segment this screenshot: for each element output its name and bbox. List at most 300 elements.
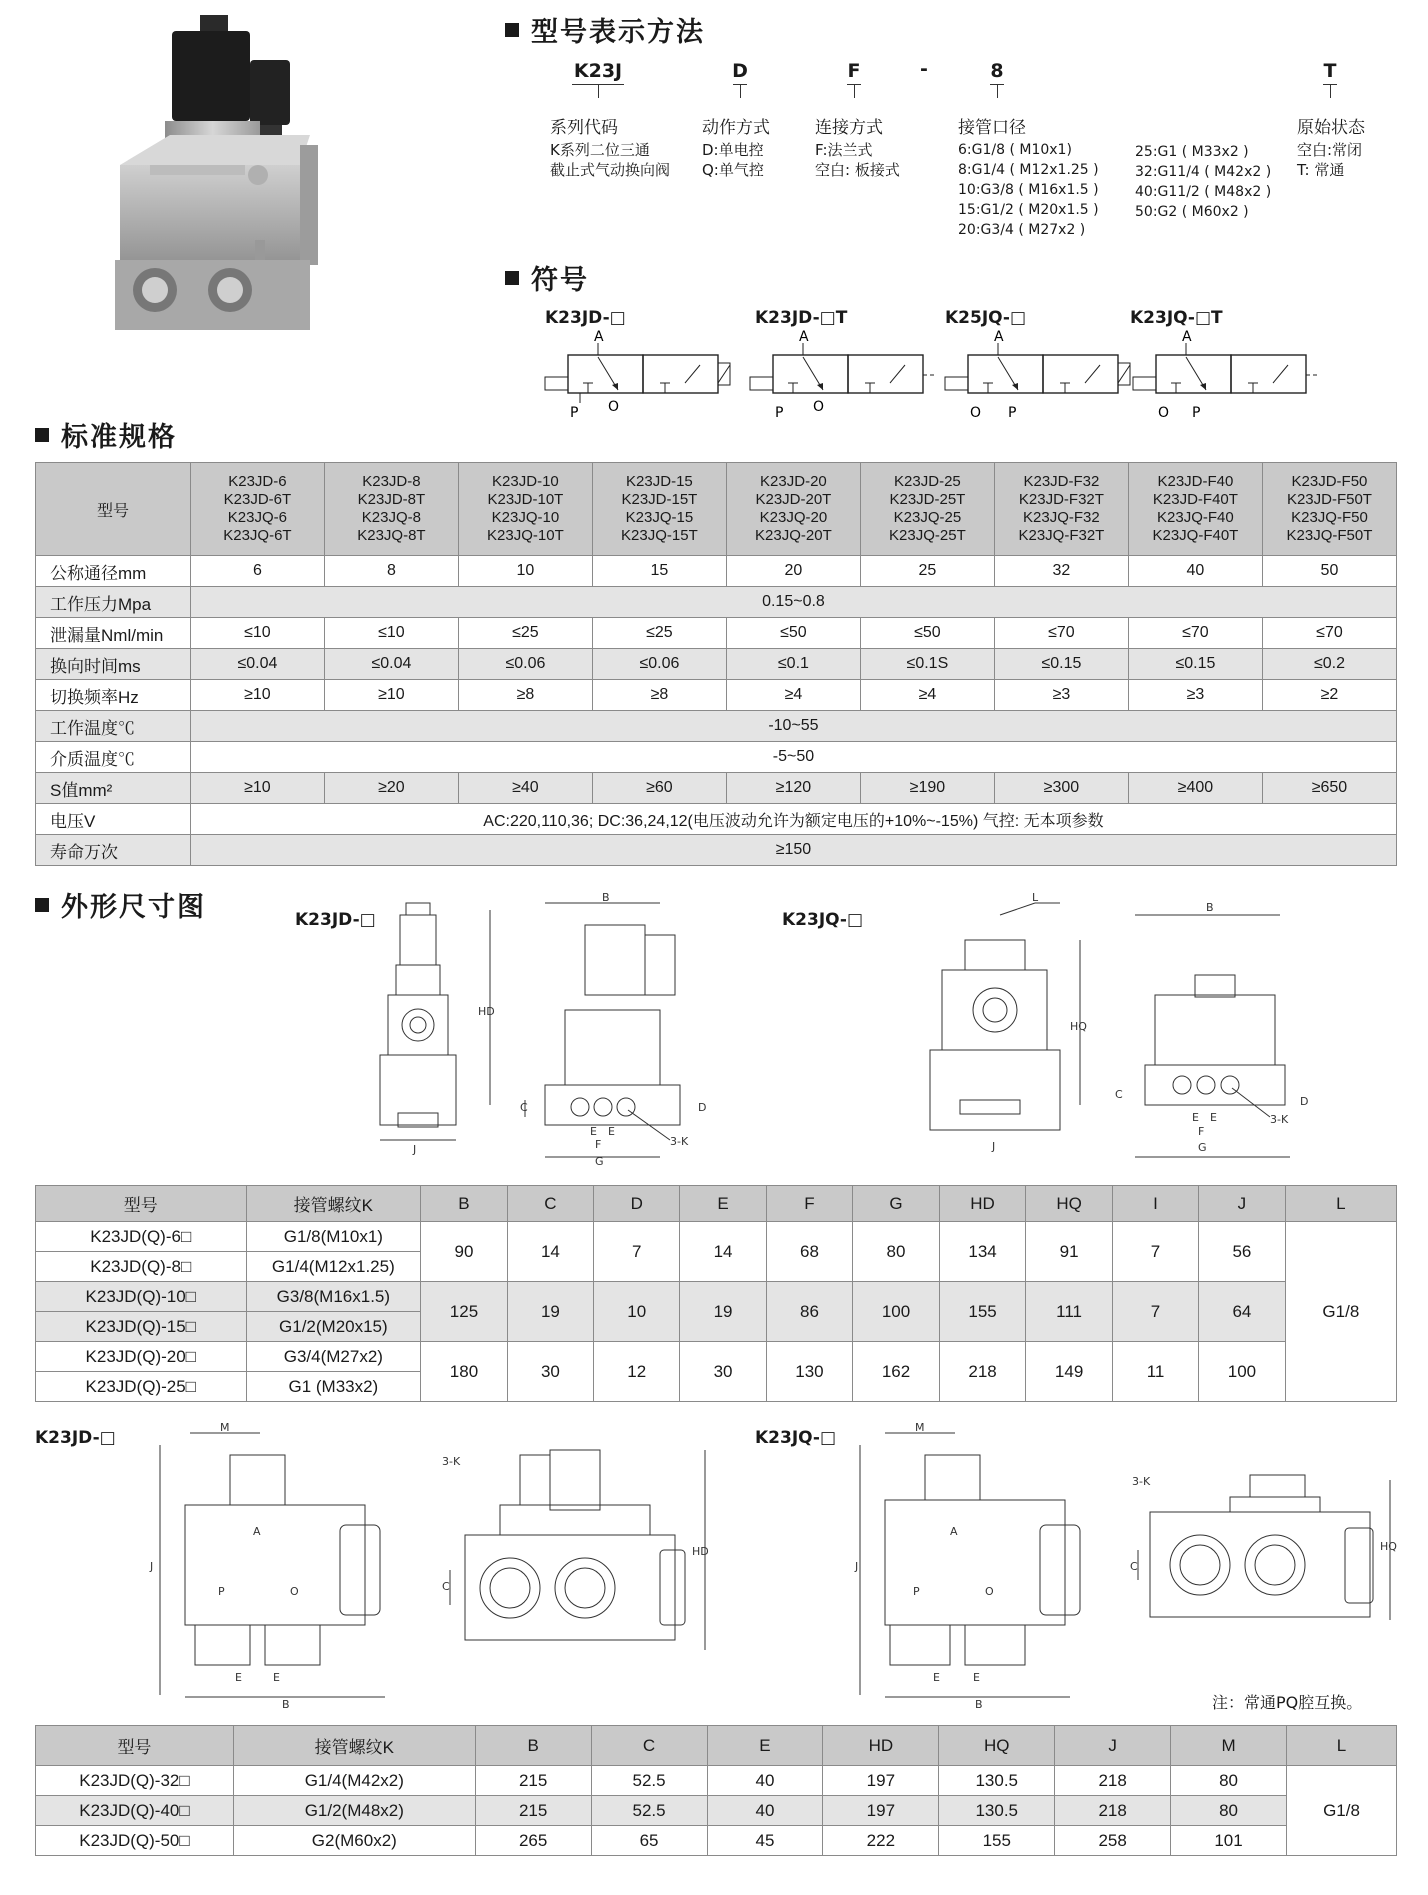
spec-model-cell	[994, 463, 1128, 556]
code-series-title: 系列代码	[550, 118, 618, 138]
thread-cell: G1/4(M12x1.25)	[246, 1252, 421, 1282]
spec-cell: ≤10	[190, 618, 324, 649]
column-header: J	[1199, 1186, 1286, 1222]
model-name: K23JD-F50	[1291, 473, 1368, 490]
column-header: M	[1171, 1726, 1287, 1766]
dim-cell: 45	[707, 1826, 823, 1856]
spec-row-label: 泄漏量Nml/min	[36, 618, 191, 649]
code-tick	[598, 84, 599, 98]
dim-cell: 155	[939, 1826, 1055, 1856]
svg-text:E: E	[590, 1125, 597, 1138]
product-photo	[110, 15, 340, 345]
dim-cell: 111	[1026, 1282, 1113, 1342]
dim-cell: 91	[1026, 1222, 1113, 1282]
code-port-line: 10:G3/8 ( M16x1.5 )	[958, 182, 1099, 198]
port-label: A	[994, 329, 1004, 345]
spec-row-label: 切换频率Hz	[36, 680, 191, 711]
section-title-spec	[35, 415, 177, 454]
dim-cell: 101	[1171, 1826, 1287, 1856]
column-header: G	[853, 1186, 940, 1222]
column-header: J	[1055, 1726, 1171, 1766]
dim-cell: 130.5	[939, 1796, 1055, 1826]
spec-row-label: 工作温度℃	[36, 711, 191, 742]
dim-cell: 80	[1171, 1796, 1287, 1826]
port-label: P	[570, 405, 579, 421]
column-header: L	[1285, 1186, 1396, 1222]
section-bullet-icon	[505, 23, 519, 37]
symbol-label: K23JD-□T	[755, 308, 848, 328]
svg-text:HQ: HQ	[1070, 1020, 1087, 1033]
model-name: K23JQ-F32T	[1018, 527, 1105, 544]
svg-text:E: E	[235, 1671, 242, 1684]
section-bullet-icon	[35, 898, 49, 912]
dim-cell: G2(M60x2)	[233, 1826, 475, 1856]
code-port-line: 8:G1/4 ( M12x1.25 )	[958, 162, 1099, 178]
svg-text:C: C	[520, 1101, 528, 1114]
model-cell: K23JD(Q)-6□	[36, 1222, 247, 1252]
dim-cell-L: G1/8	[1285, 1222, 1396, 1402]
dimension-drawing-jd-flange-side	[150, 1421, 400, 1711]
valve-symbol	[1128, 329, 1318, 421]
model-name: K23JD-20T	[755, 491, 832, 508]
svg-text:3-K: 3-K	[1270, 1113, 1289, 1126]
code-state-title: 原始状态	[1297, 118, 1365, 138]
section-title-text: 型号表示方法	[531, 17, 705, 48]
dim-cell: 222	[823, 1826, 939, 1856]
drawing-label: K23JD-□	[35, 1428, 116, 1448]
column-header: 接管螺纹K	[246, 1186, 421, 1222]
spec-row	[36, 680, 1397, 711]
spec-cell: ≤0.2	[1262, 649, 1396, 680]
svg-text:B: B	[1206, 901, 1214, 914]
column-header: HD	[823, 1726, 939, 1766]
spec-cell: ≥8	[458, 680, 592, 711]
model-name: K23JD-6T	[223, 491, 292, 508]
model-name: K23JQ-20	[759, 509, 828, 526]
model-name: K23JQ-10T	[487, 527, 564, 544]
code-state-line: T: 常通	[1297, 161, 1345, 179]
port-label: O	[608, 399, 620, 415]
svg-text:HD: HD	[692, 1545, 709, 1558]
dim-cell: 162	[853, 1342, 940, 1402]
svg-text:C: C	[1130, 1560, 1138, 1573]
spec-cell: 40	[1128, 556, 1262, 587]
column-header: HQ	[1026, 1186, 1113, 1222]
spec-model-cell	[1128, 463, 1262, 556]
code-series-desc	[550, 118, 670, 180]
model-cell: K23JD(Q)-32□	[36, 1766, 234, 1796]
column-header: C	[507, 1186, 593, 1222]
spec-cell: ≤70	[1128, 618, 1262, 649]
code-connection: F	[847, 60, 861, 82]
valve-symbol	[540, 329, 730, 421]
model-name: K23JD-6	[228, 473, 287, 490]
column-header: D	[594, 1186, 680, 1222]
model-name: K23JD-F40	[1157, 473, 1234, 490]
spec-cell: ≥20	[324, 773, 458, 804]
dim-cell: 86	[766, 1282, 853, 1342]
dim-cell: 218	[939, 1342, 1026, 1402]
spec-cell: ≥10	[190, 680, 324, 711]
code-series-line: K系列二位三通	[550, 141, 650, 159]
spec-cell: 6	[190, 556, 324, 587]
dim-cell: 100	[1199, 1342, 1286, 1402]
dimension-table-large	[35, 1725, 1397, 1856]
code-dash: -	[920, 58, 928, 80]
spec-cell: ≥40	[458, 773, 592, 804]
dim-cell: 64	[1199, 1282, 1286, 1342]
dim-cell: 7	[1112, 1222, 1198, 1282]
column-header: 型号	[36, 1186, 247, 1222]
dim-cell: 149	[1026, 1342, 1113, 1402]
spec-row-label: 介质温度℃	[36, 742, 191, 773]
spec-cell: ≤0.06	[592, 649, 726, 680]
code-series-line: 截止式气动换向阀	[550, 161, 671, 179]
column-header: C	[591, 1726, 707, 1766]
code-action: D	[732, 60, 748, 82]
model-cell: K23JD(Q)-15□	[36, 1312, 247, 1342]
spec-cell: ≤0.04	[190, 649, 324, 680]
code-connection-desc	[815, 118, 900, 180]
dimension-drawing-jq-side	[920, 891, 1095, 1155]
spec-row	[36, 773, 1397, 804]
spec-row-label: 公称通径mm	[36, 556, 191, 587]
spec-cell: 50	[1262, 556, 1396, 587]
model-name: K23JQ-F32	[1023, 509, 1100, 526]
spec-row	[36, 742, 1397, 773]
code-tick	[997, 84, 998, 98]
code-port-line: 20:G3/4 ( M27x2 )	[958, 222, 1086, 238]
svg-text:C: C	[1115, 1088, 1123, 1101]
code-action-line: D:单电控	[702, 141, 764, 159]
spec-cell: ≤10	[324, 618, 458, 649]
dim-cell: 155	[939, 1282, 1026, 1342]
spec-cell: ≥2	[1262, 680, 1396, 711]
model-name: K23JQ-8	[361, 509, 421, 526]
dim-cell: 215	[475, 1796, 591, 1826]
section-bullet-icon	[35, 428, 49, 442]
dim-cell: 215	[475, 1766, 591, 1796]
spec-row-label: 电压V	[36, 804, 191, 835]
spec-model-cell	[592, 463, 726, 556]
svg-text:E: E	[933, 1671, 940, 1684]
spec-row-label: S值mm²	[36, 773, 191, 804]
spec-cell: 0.15~0.8	[190, 587, 1396, 618]
dim-cell: 14	[507, 1222, 593, 1282]
dim-cell: 197	[823, 1766, 939, 1796]
dim-cell: 12	[594, 1342, 680, 1402]
dim-cell: 265	[475, 1826, 591, 1856]
spec-cell: 15	[592, 556, 726, 587]
spec-row-label: 换向时间ms	[36, 649, 191, 680]
model-cell: K23JD(Q)-40□	[36, 1796, 234, 1826]
dim-cell: 30	[507, 1342, 593, 1402]
spec-cell: ≥10	[324, 680, 458, 711]
code-state-line: 空白:常闭	[1297, 141, 1363, 159]
model-cell: K23JD(Q)-25□	[36, 1372, 247, 1402]
dim-cell: 80	[853, 1222, 940, 1282]
spec-cell: 32	[994, 556, 1128, 587]
svg-text:P: P	[218, 1585, 225, 1598]
symbol-label: K23JD-□	[545, 308, 626, 328]
svg-text:M: M	[915, 1421, 925, 1434]
spec-cell: ≤0.15	[1128, 649, 1262, 680]
spec-model-cell	[324, 463, 458, 556]
section-title-text: 标准规格	[61, 422, 177, 453]
table-row	[36, 1282, 1397, 1312]
model-name: K23JD-10	[492, 473, 559, 490]
model-name: K23JD-8	[362, 473, 421, 490]
model-name: K23JQ-F40	[1157, 509, 1234, 526]
model-name: K23JD-F40T	[1152, 491, 1238, 508]
model-name: K23JD-25T	[889, 491, 966, 508]
drawing-label: K23JQ-□	[755, 1428, 837, 1448]
model-name: K23JQ-F40T	[1152, 527, 1239, 544]
dimension-drawing-jq-flange-front	[1130, 1470, 1395, 1670]
code-action-desc	[702, 118, 770, 180]
svg-text:B: B	[975, 1698, 983, 1711]
column-header: B	[421, 1186, 508, 1222]
svg-text:3-K: 3-K	[1132, 1475, 1151, 1488]
spec-cell: 10	[458, 556, 592, 587]
svg-text:J: J	[992, 1140, 996, 1153]
code-connection-title: 连接方式	[815, 118, 883, 138]
section-title-symbol	[505, 258, 589, 297]
model-name: K23JD-F50T	[1286, 491, 1372, 508]
dim-cell: 10	[594, 1282, 680, 1342]
port-label: P	[775, 405, 784, 421]
dim-cell: 19	[507, 1282, 593, 1342]
spec-cell: ≤0.15	[994, 649, 1128, 680]
spec-row	[36, 618, 1397, 649]
dim-cell: 40	[707, 1766, 823, 1796]
port-label: A	[799, 329, 809, 345]
column-header: F	[766, 1186, 853, 1222]
spec-cell: AC:220,110,36; DC:36,24,12(电压波动允许为额定电压的+10%~-15%) 气控: 无本项参数	[190, 804, 1396, 835]
column-header: HD	[939, 1186, 1026, 1222]
table-row	[36, 1766, 1397, 1796]
svg-text:B: B	[282, 1698, 290, 1711]
model-name: K23JQ-25	[893, 509, 962, 526]
code-action-title: 动作方式	[702, 118, 770, 138]
column-header: B	[475, 1726, 591, 1766]
code-tick	[1330, 84, 1331, 98]
dim-cell: 40	[707, 1796, 823, 1826]
model-name: K23JD-F32	[1023, 473, 1100, 490]
code-port-line: 25:G1 ( M33x2 )	[1135, 144, 1249, 160]
code-port-title: 接管口径	[958, 118, 1026, 138]
table-row	[36, 1342, 1397, 1372]
spec-cell: ≥3	[1128, 680, 1262, 711]
table-row	[36, 1826, 1397, 1856]
symbol-label: K23JQ-□T	[1130, 308, 1223, 328]
svg-text:B: B	[602, 891, 610, 904]
spec-cell: ≥4	[726, 680, 860, 711]
code-port-desc-right	[1135, 142, 1271, 222]
svg-text:P: P	[913, 1585, 920, 1598]
spec-row-label: 工作压力Mpa	[36, 587, 191, 618]
svg-text:F: F	[595, 1138, 602, 1151]
svg-text:D: D	[1300, 1095, 1309, 1108]
spec-cell: -10~55	[190, 711, 1396, 742]
spec-cell: ≥150	[190, 835, 1396, 866]
svg-text:O: O	[985, 1585, 994, 1598]
spec-cell: ≥400	[1128, 773, 1262, 804]
spec-model-cell	[190, 463, 324, 556]
valve-symbol	[745, 329, 935, 421]
model-name: K23JQ-15	[625, 509, 694, 526]
spec-cell: ≥8	[592, 680, 726, 711]
spec-row	[36, 711, 1397, 742]
svg-text:C: C	[442, 1580, 450, 1593]
dim-cell: 65	[591, 1826, 707, 1856]
column-header: E	[707, 1726, 823, 1766]
model-name: K23JQ-8T	[357, 527, 426, 544]
svg-text:D: D	[698, 1101, 707, 1114]
spec-row	[36, 587, 1397, 618]
thread-cell: G3/4(M27x2)	[246, 1342, 421, 1372]
svg-text:L: L	[1032, 891, 1039, 904]
thread-cell: G3/8(M16x1.5)	[246, 1282, 421, 1312]
note-text: 注：常通PQ腔互换。	[1212, 1693, 1363, 1712]
dim-cell: 7	[1112, 1282, 1198, 1342]
spec-model-cell	[860, 463, 994, 556]
model-name: K23JD-15T	[621, 491, 698, 508]
column-header: E	[680, 1186, 766, 1222]
dim-cell: 11	[1112, 1342, 1198, 1402]
dim-cell: 134	[939, 1222, 1026, 1282]
spec-cell: ≤25	[458, 618, 592, 649]
svg-text:G: G	[595, 1155, 604, 1168]
spec-header-label: 型号	[36, 463, 191, 556]
column-header: I	[1112, 1186, 1198, 1222]
spec-cell: ≥10	[190, 773, 324, 804]
port-label: P	[1192, 405, 1201, 421]
spec-model-cell	[1262, 463, 1396, 556]
model-name: K23JQ-F50	[1291, 509, 1368, 526]
model-cell: K23JD(Q)-10□	[36, 1282, 247, 1312]
dimension-drawing-jq-front	[1110, 895, 1325, 1170]
drawing-label: K23JD-□	[295, 910, 376, 930]
dim-cell: 197	[823, 1796, 939, 1826]
code-port-desc	[958, 118, 1099, 240]
dim-cell: 218	[1055, 1766, 1171, 1796]
model-name: K23JQ-F50T	[1286, 527, 1373, 544]
valve-symbol	[940, 329, 1130, 421]
spec-cell: -5~50	[190, 742, 1396, 773]
spec-cell: ≤0.1	[726, 649, 860, 680]
model-cell: K23JD(Q)-20□	[36, 1342, 247, 1372]
svg-text:HQ: HQ	[1380, 1540, 1397, 1553]
dim-cell: 80	[1171, 1766, 1287, 1796]
svg-text:J: J	[413, 1143, 417, 1156]
code-action-line: Q:单气控	[702, 161, 764, 179]
spec-cell: ≤25	[592, 618, 726, 649]
dim-cell: G1/2(M48x2)	[233, 1796, 475, 1826]
code-port-line: 50:G2 ( M60x2 )	[1135, 204, 1249, 220]
svg-text:J: J	[150, 1560, 154, 1573]
spec-model-cell	[458, 463, 592, 556]
spec-cell: ≤50	[860, 618, 994, 649]
svg-text:F: F	[1198, 1125, 1205, 1138]
code-port: 8	[990, 60, 1004, 82]
thread-cell: G1 (M33x2)	[246, 1372, 421, 1402]
dim-cell: 218	[1055, 1796, 1171, 1826]
port-label: A	[594, 329, 604, 345]
column-header: 接管螺纹K	[233, 1726, 475, 1766]
model-name: K23JD-15	[626, 473, 693, 490]
dimension-drawing-jd-side	[360, 895, 500, 1155]
spec-cell: ≤0.1S	[860, 649, 994, 680]
spec-cell: ≤50	[726, 618, 860, 649]
svg-text:3-K: 3-K	[442, 1455, 461, 1468]
model-name: K23JD-25	[894, 473, 961, 490]
table-row	[36, 1222, 1397, 1252]
svg-text:M: M	[220, 1421, 230, 1434]
dim-cell: 90	[421, 1222, 508, 1282]
model-name: K23JD-F32T	[1018, 491, 1104, 508]
model-cell: K23JD(Q)-8□	[36, 1252, 247, 1282]
svg-text:J: J	[855, 1560, 859, 1573]
dim-cell: 19	[680, 1282, 766, 1342]
code-port-line: 15:G1/2 ( M20x1.5 )	[958, 202, 1099, 218]
model-name: K23JD-8T	[357, 491, 426, 508]
code-tick	[740, 84, 741, 98]
spec-row	[36, 835, 1397, 866]
dim-cell: 258	[1055, 1826, 1171, 1856]
spec-cell: ≥190	[860, 773, 994, 804]
model-name: K23JQ-15T	[621, 527, 698, 544]
dim-cell: 125	[421, 1282, 508, 1342]
code-connection-line: F:法兰式	[815, 141, 873, 159]
code-port-line: 6:G1/8 ( M10x1)	[958, 142, 1072, 158]
svg-text:HD: HD	[478, 1005, 495, 1018]
dimension-drawing-jd-front	[520, 891, 720, 1170]
svg-text:3-K: 3-K	[670, 1135, 689, 1148]
spec-cell: ≥60	[592, 773, 726, 804]
section-title-text: 符号	[531, 265, 589, 296]
code-port-line: 32:G11/4 ( M42x2 )	[1135, 164, 1272, 180]
dim-cell: G1/4(M42x2)	[233, 1766, 475, 1796]
dim-cell: 52.5	[591, 1796, 707, 1826]
dim-cell: 7	[594, 1222, 680, 1282]
code-connection-line: 空白: 板接式	[815, 161, 900, 179]
svg-text:G: G	[1198, 1141, 1207, 1154]
spec-cell: ≥650	[1262, 773, 1396, 804]
svg-text:E: E	[1210, 1111, 1217, 1124]
dimension-drawing-jq-flange-side	[855, 1421, 1105, 1711]
model-name: K23JQ-10	[491, 509, 560, 526]
spec-cell: ≤0.06	[458, 649, 592, 680]
spec-model-cell	[726, 463, 860, 556]
code-state-desc	[1297, 118, 1365, 180]
symbol-label: K25JQ-□	[945, 308, 1027, 328]
port-label: O	[813, 399, 825, 415]
port-label: O	[970, 405, 982, 421]
dim-cell: 100	[853, 1282, 940, 1342]
svg-text:E: E	[608, 1125, 615, 1138]
spec-cell: ≥120	[726, 773, 860, 804]
column-header: HQ	[939, 1726, 1055, 1766]
model-name: K23JQ-20T	[755, 527, 832, 544]
dimension-drawing-jd-flange-front	[440, 1440, 710, 1670]
model-name: K23JQ-6	[227, 509, 287, 526]
column-header: 型号	[36, 1726, 234, 1766]
code-tick	[854, 84, 855, 98]
code-state: T	[1323, 60, 1337, 82]
drawing-label: K23JQ-□	[782, 910, 864, 930]
svg-text:A: A	[950, 1525, 958, 1538]
